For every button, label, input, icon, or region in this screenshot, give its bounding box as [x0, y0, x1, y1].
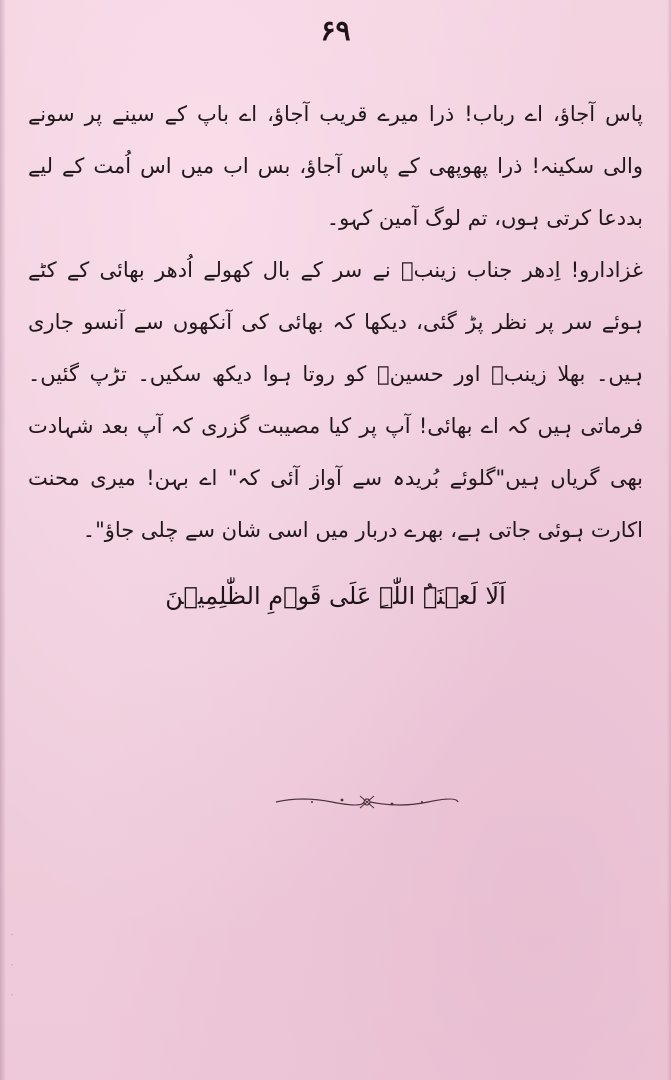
closing-invocation: اَلَا لَعۡنَۃُ اللّٰہِ عَلَی قَوۡمِ الظّٰلِمِیۡنَ: [165, 582, 506, 610]
page-binding-shadow: [0, 0, 6, 1080]
page-body: [28, 88, 643, 556]
margin-speck: ·: [10, 958, 14, 972]
paragraph-1: پاس آجاؤ، اے رباب! ذرا میرے قریب آجاؤ، اے باپ کے سینے پر سونے والی سکینہ! ذرا پھوپھی کے پاس آجاؤ، بس اب میں اس اُمت کے لیے بددعا کرتی ہوں، تم لوگ آمین کہو۔: [28, 102, 643, 230]
margin-speck: ·: [10, 988, 14, 1002]
page-edge-shadow: [667, 0, 671, 1080]
margin-speck: ·: [10, 928, 14, 942]
page-number: ۶۹: [320, 14, 351, 47]
section-end-ornament: [272, 790, 462, 814]
paragraph-2: غزادارو! اِدھر جناب زینبؑ نے سر کے بال کھولے اُدھر بھائی کے کٹے ہوئے سر پر نظر پڑ گئی، دیکھا کہ بھائی کی آنکھوں سے آنسو جاری ہیں۔ بھلا زینبؑ اور حسینؑ کو روتا ہوا دیکھ سکیں۔ تڑپ گئیں۔ فرماتی ہیں کہ اے بھائی! آپ پر کیا مصیبت گزری کہ آپ بعد شہادت بھی گریاں ہیں"گلوئے بُریدہ سے آواز آئی کہ" اے بہن! میری محنت اکارت ہوئی جاتی ہے، بھرے دربار میں اسی شان سے چلی جاؤ"۔: [28, 258, 643, 542]
